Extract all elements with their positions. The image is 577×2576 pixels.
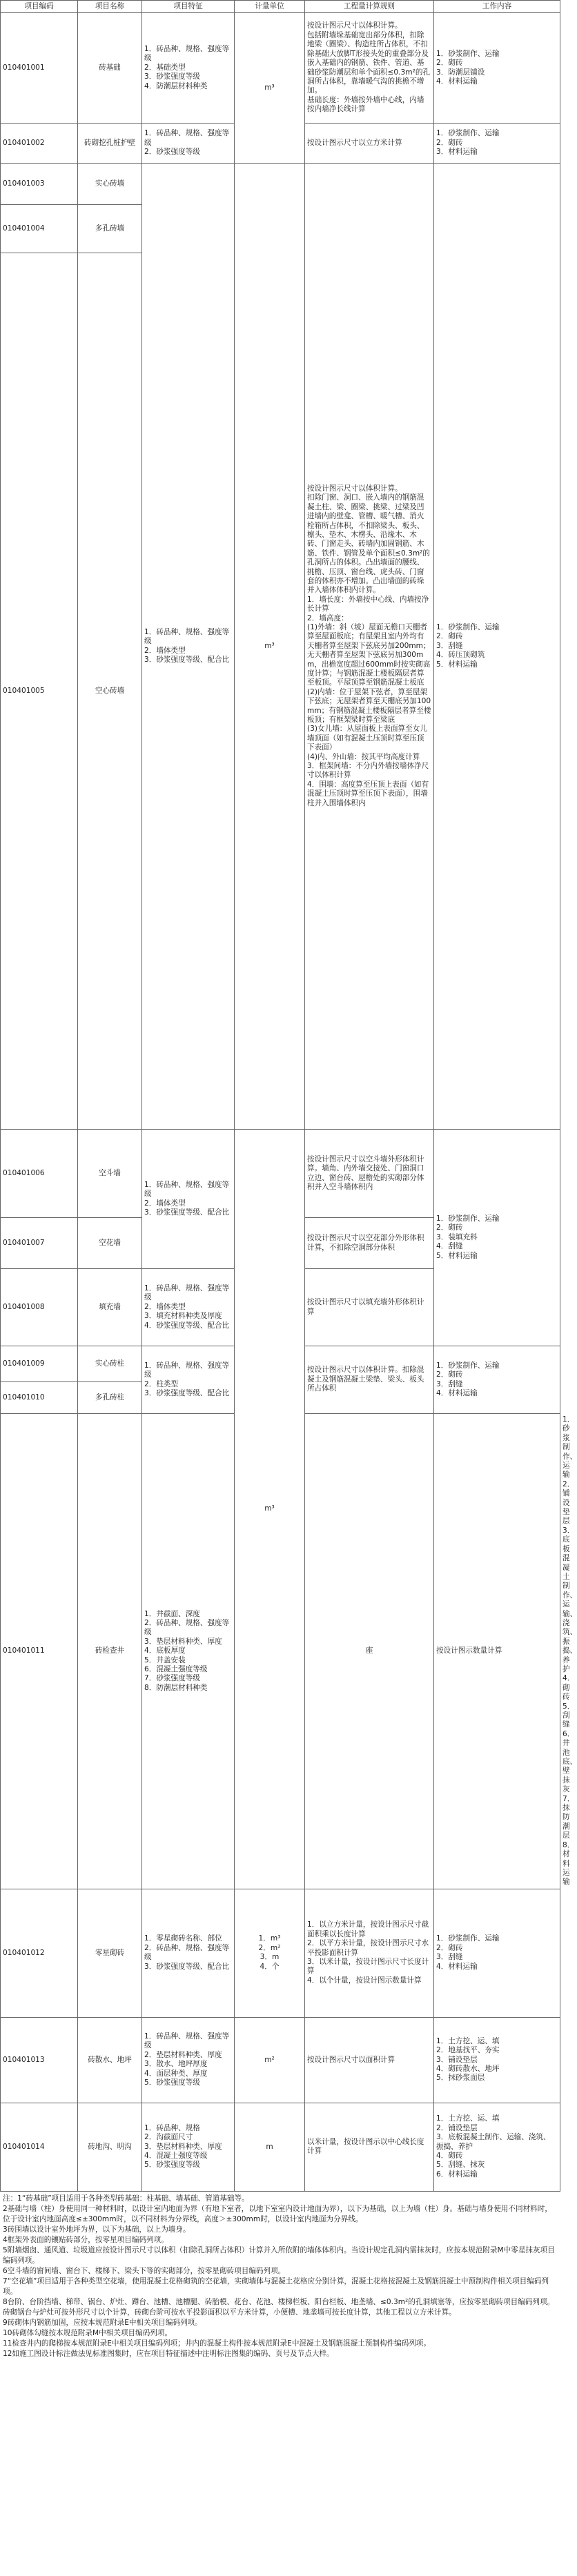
item-unit: 座 xyxy=(305,1414,434,1889)
table-row xyxy=(1,1130,560,1218)
notes-section xyxy=(0,2192,560,2359)
item-features: 1．砖品种、规格、强度等级 2．墙体类型 3．砂浆强度等级、配合比 xyxy=(142,1130,235,1269)
item-name: 实心砖墙 xyxy=(78,164,142,205)
item-code: 010401004 xyxy=(1,205,78,253)
header-code: 项目编码 xyxy=(1,1,78,13)
item-name: 砖检查井 xyxy=(78,1414,142,1889)
item-features: 1．砖品种、规格、强度等级 2．基础类型 3．砂浆强度等级 4．防潮层材料种类 xyxy=(142,13,235,124)
item-features: 1．砖品种、规格、强度等级 2．柱类型 3．砂浆强度等级、配合比 xyxy=(142,1346,235,1414)
item-code: 010401001 xyxy=(1,13,78,124)
item-features: 1．砖品种、规格 2．沟截面尺寸 3．垫层材料种类、厚度 4．混凝土强度等级 5．砂浆强度等级 xyxy=(142,2103,235,2191)
item-rule: 按设计图示尺寸以空斗墙外形体积计算。墙角、内外墙交接处、门窗洞口立边、窗台砖、屋檐处的实砌部分体积并入空斗墙体积内 xyxy=(305,1130,434,1218)
item-features: 1．井截面、深度 2．砖品种、规格、强度等级 3．垫层材料种类、厚度 4．底板厚度 5．井盖安装 6．混凝土强度等级 7．砂浆强度等级 8．防潮层材料种类 xyxy=(142,1414,235,1889)
item-rule: 按设计图示尺寸以体积计算。 扣除门窗、洞口、嵌入墙内的钢筋混凝土柱、梁、圈梁、挑梁、过梁及凹进墙内的壁龛、管槽、暖气槽、消火栓箱所占体积，不扣除梁头、板头、檩头、垫木、木楞头、沿缘木、木砖、门窗走头、砖墙内加固钢筋、木筋、铁件、钢管及单个面积≤0.3m²的孔洞所占的体积。凸出墙面的腰线、挑檐、压顶、窗台线、虎头砖、门窗套的体积亦不增加。凸出墙面的砖垛并入墙体体积内计算。 1．墙长度：外墙按中心线、内墙按净长计算 2．墙高度： (1)外墙：斜（坡）屋面无檐口天棚者算至屋面板底；有屋架且室内外均有天棚者算至屋架下弦底另加200mm；无天棚者算至屋架下弦底另加300mm，出檐宽度超过600mm时按实砌高度计算；与钢筋混凝土楼板隔层者算至板顶。平屋顶算至钢筋混凝土板底 (2)内墙：位于屋架下弦者，算至屋架下弦底；无屋架者算至天棚底另加100mm；有钢筋混凝土楼板隔层者算至楼板顶；有框架梁时算至梁底 (3)女儿墙：从屋面板上表面算至女儿墙顶面（如有混凝土压顶时算至压顶下表面） (4)内、外山墙：按其平均高度计算 3．框架间墙：不分内外墙按墙体净尺寸以体积计算 4．围墙：高度算至压顶上表面（如有混凝土压顶时算至压顶下表面），围墙柱并入围墙体积内 xyxy=(305,164,434,1130)
item-work: 1．砂浆制作、运输 2．砌砖 3．刮缝 4．材料运输 xyxy=(434,1346,560,1414)
item-name: 多孔砖墙 xyxy=(78,205,142,253)
header-rule: 工程量计算规则 xyxy=(305,1,434,13)
item-features: 1．零星砌砖名称、部位 2．砖品种、规格、强度等级 3．砂浆强度等级、配合比 xyxy=(142,1889,235,2017)
note-line: 11检查井内的爬梯按本规范附录E中相关项目编码列项；井内的混凝土构件按本规范附录E中混凝土及钢筋混凝土预制构件编码列项。 xyxy=(3,2339,431,2348)
note-line: 8台阶、台阶挡墙、梯带、锅台、炉灶、蹲台、池槽、池槽腿、砖胎模、花台、花池、楼梯栏板、阳台栏板、地垄墙、≤0.3m²的孔洞填塞等，应按零星砌砖项目编码列项。砖砌锅台与炉灶可按外形尺寸以个计算，砖砌台阶可按水平投影面积以平方米计算，小便槽、地垄墙可按长度计算，其他工程以立方米计算。 xyxy=(3,2297,555,2317)
note-line: 12如施工图设计标注做法见标准图集时，应在项目特征描述中注明标注图集的编码、页号及节点大样。 xyxy=(3,2349,334,2358)
item-features: 1．砖品种、规格、强度等级 2．墙体类型 3．填充材料种类及厚度 4．砂浆强度等级、配合比 xyxy=(142,1269,235,1346)
item-rule: 按设计图示尺寸以体积计算。扣除混凝土及钢筋混凝土梁垫、梁头、板头所占体积 xyxy=(305,1346,434,1414)
table-row xyxy=(1,1889,560,2017)
table-row xyxy=(1,13,560,124)
item-unit: m xyxy=(235,2103,305,2191)
item-unit: m³ xyxy=(235,164,305,1130)
item-name: 砖散水、地坪 xyxy=(78,2017,142,2103)
note-line: 5附墙烟囱、通风道、垃圾道应按设计图示尺寸以体积（扣除孔洞所占体积）计算并入所依附的墙体体积内。当设计规定孔洞内需抹灰时，应按本规范附录M中零星抹灰项目编码列项。 xyxy=(3,2245,555,2265)
item-work: 1．土方挖、运、填 2．地基找平、夯实 3．铺设垫层 4．砌砖散水、地坪 5．抹砂浆面层 xyxy=(434,2017,560,2103)
item-name: 砖地沟、明沟 xyxy=(78,2103,142,2191)
item-code: 010401014 xyxy=(1,2103,78,2191)
item-name: 空花墙 xyxy=(78,1218,142,1269)
note-line: 6空斗墙的窗间墙、窗台下、楼梯下、梁头下等的实砌部分，按零星砌砖项目编码列项。 xyxy=(3,2266,286,2275)
item-features: 1．砖品种、规格、强度等级 2．垫层材料种类、厚度 3．散水、地坪厚度 4．面层种类、厚度 5．砂浆强度等级 xyxy=(142,2017,235,2103)
item-rule: 按设计图示尺寸以体积计算。 包括附墙垛基础宽出部分体积，扣除地梁（圈梁）、构造柱所占体积，不扣除基础大放脚T形接头处的重叠部分及嵌入基础内的钢筋、铁件、管道、基础砂浆防潮层和单个面积≤0.3m²的孔洞所占体积，靠墙暖气沟的挑檐不增加。 基础长度：外墙按外墙中心线，内墙按内墙净长线计算 xyxy=(305,13,434,124)
note-line: 2基础与墙（柱）身使用同一种材料时，以设计室内地面为界（有地下室者，以地下室室内设计地面为界），以下为基础，以上为墙（柱）身。基础与墙身使用不同材料时，位于设计室内地面高度≤±300mm时，以不同材料为分界线，高度＞±300mm时，以设计室内地面为分界线。 xyxy=(3,2204,552,2223)
note-line: 4框架外表面的镶贴砖部分，按零星项目编码列项。 xyxy=(3,2235,168,2244)
item-work: 1．砂浆制作、运输 2．砌砖 3．材料运输 xyxy=(434,124,560,164)
item-code: 010401011 xyxy=(1,1414,78,1889)
item-work: 1．砂浆制作、运输 2．砌砖 3．刮缝 4．材料运输 xyxy=(434,1889,560,2017)
item-code: 010401002 xyxy=(1,124,78,164)
note-line: 10砖砌体勾缝按本规范附录M中相关项目编码列项。 xyxy=(3,2328,173,2337)
item-rule: 按设计图示数量计算 xyxy=(434,1414,560,1889)
item-rule: 按设计图示尺寸以填充墙外形体积计算 xyxy=(305,1269,434,1346)
item-work: 1．砂浆制作、运输 2．砌砖 3．装填充料 4．刮缝 5．材料运输 xyxy=(434,1130,560,1346)
item-work: 1．砂浆制作、运输 2．砌砖 3．刮缝 4．砖压顶砌筑 5．材料运输 xyxy=(434,164,560,1130)
item-code: 010401010 xyxy=(1,1382,78,1414)
item-code: 010401007 xyxy=(1,1218,78,1269)
item-name: 砖基础 xyxy=(78,13,142,124)
table-header-row xyxy=(1,1,560,13)
header-work: 工作内容 xyxy=(434,1,560,13)
note-line: 注：1“砖基础”项目适用于各种类型砖基础：柱基础、墙基础、管道基础等。 xyxy=(3,2194,249,2203)
item-code: 010401006 xyxy=(1,1130,78,1218)
item-rule: 以米计量，按设计图示以中心线长度计算 xyxy=(305,2103,434,2191)
item-rule: 按设计图示尺寸以空花部分外形体积计算，不扣除空洞部分体积 xyxy=(305,1218,434,1269)
table-row xyxy=(1,164,560,205)
item-code: 010401013 xyxy=(1,2017,78,2103)
item-name: 空斗墙 xyxy=(78,1130,142,1218)
item-name: 零星砌砖 xyxy=(78,1889,142,2017)
item-code: 010401003 xyxy=(1,164,78,205)
table-row xyxy=(1,2017,560,2103)
item-name: 空心砖墙 xyxy=(78,253,142,1130)
header-unit: 计量单位 xyxy=(235,1,305,13)
item-unit: m³ xyxy=(235,13,305,164)
item-unit: m² xyxy=(235,2017,305,2103)
note-line: 3砖围墙以设计室外地坪为界，以下为基础，以上为墙身。 xyxy=(3,2225,190,2234)
item-name: 砖砌挖孔桩护壁 xyxy=(78,124,142,164)
table-row xyxy=(1,2103,560,2191)
item-code: 010401012 xyxy=(1,1889,78,2017)
header-name: 项目名称 xyxy=(78,1,142,13)
table-row: 010401011 砖检查井 1．井截面、深度 2．砖品种、规格、强度等级 3．垫层材料种类、厚度 4．底板厚度 5．井盖安装 6．混凝土强度等级 7．砂浆强度等级 8．防潮层材料种类 座 按设计图示数量计算 1．砂浆制作、运输 2．铺设垫层 3．底板混凝土制作、运输、浇筑、振捣、养护 4．砌砖 5．刮缝 6．井池底、壁抹灰 7．抹防潮层 8．材料运输 xyxy=(1,1414,560,1889)
item-code: 010401009 xyxy=(1,1346,78,1382)
item-unit: 1．m³ 2．m² 3．m 4．个 xyxy=(235,1889,305,2017)
item-name: 多孔砖柱 xyxy=(78,1382,142,1414)
item-rule: 按设计图示尺寸以立方米计算 xyxy=(305,124,434,164)
item-code: 010401008 xyxy=(1,1269,78,1346)
item-features: 1．砖品种、规格、强度等级 2．砂浆强度等级 xyxy=(142,124,235,164)
item-code: 010401005 xyxy=(1,253,78,1130)
note-line: 7“空花墙”项目适用于各种类型空花墙，使用混凝土花格砌筑的空花墙，实砌墙体与混凝土花格应分别计算，混凝土花格按混凝土及钢筋混凝土中预制构件相关项目编码列项。 xyxy=(3,2277,549,2296)
item-rule: 按设计图示尺寸以面积计算 xyxy=(305,2017,434,2103)
item-work: 1．土方挖、运、填 2．铺设垫层 3．底板混凝土制作、运输、浇筑、振捣、养护 4．砌砖 5．刮缝、抹灰 6．材料运输 xyxy=(434,2103,560,2191)
note-line: 9砖砌体内钢筋加固，应按本规范附录E中相关项目编码列项。 xyxy=(3,2318,202,2327)
item-name: 实心砖柱 xyxy=(78,1346,142,1382)
item-unit: m³ xyxy=(235,1130,305,1889)
item-rule: 1．以立方米计量，按设计图示尺寸截面积乘以长度计算 2．以平方米计量，按设计图示尺寸水平投影面积计算 3．以米计量，按设计图示尺寸长度计算 4．以个计量，按设计图示数量计算 xyxy=(305,1889,434,2017)
item-name: 填充墙 xyxy=(78,1269,142,1346)
item-features: 1．砖品种、规格、强度等级 2．墙体类型 3．砂浆强度等级、配合比 xyxy=(142,164,235,1130)
header-features: 项目特征 xyxy=(142,1,235,13)
item-work: 1．砂浆制作、运输 2．砌砖 3．防潮层铺设 4．材料运输 xyxy=(434,13,560,124)
